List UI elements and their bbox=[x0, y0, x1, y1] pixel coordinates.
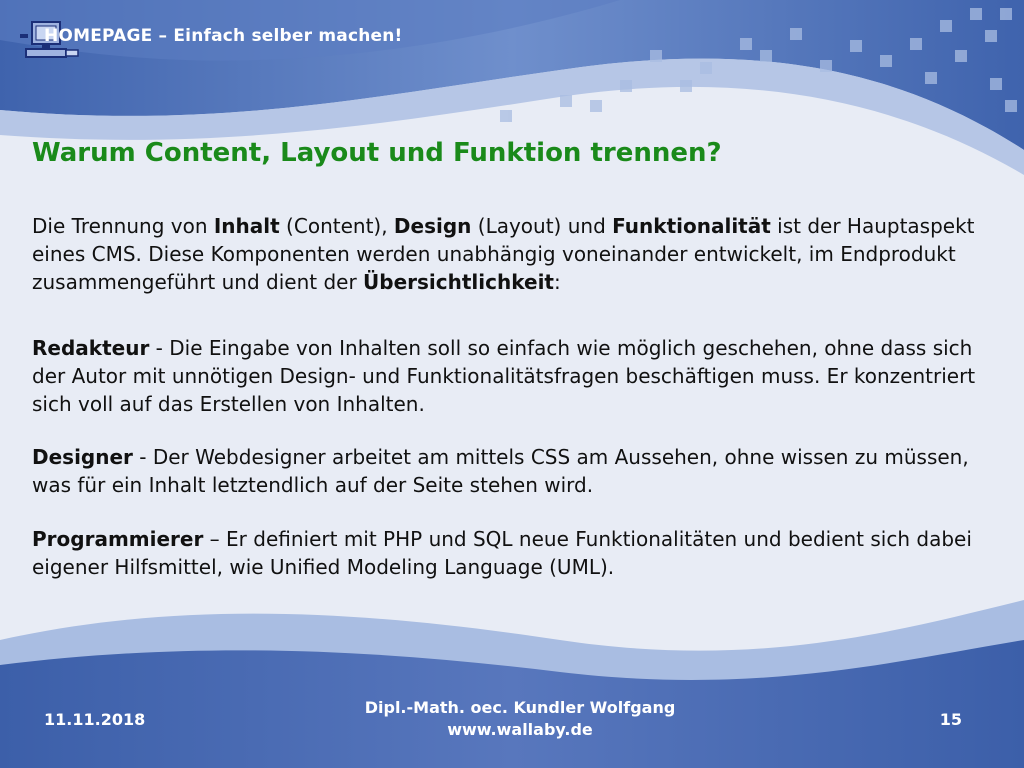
role-paragraph-programmierer bbox=[32, 525, 992, 581]
header-title: HOMEPAGE – Einfach selber machen! bbox=[44, 26, 403, 46]
role-text: – Er definiert mit PHP und SQL neue Funktionalitäten und bedient sich dabei eigener Hilfsmittel, wie Unified Modeling Language (UML). bbox=[32, 527, 972, 579]
role-name: Programmierer bbox=[32, 527, 204, 551]
role-paragraph-redakteur bbox=[32, 334, 992, 418]
slide-title: Warum Content, Layout und Funktion trennen? bbox=[32, 138, 722, 168]
footer-author: Dipl.-Math. oec. Kundler Wolfgang bbox=[364, 698, 676, 717]
footer-date: 11.11.2018 bbox=[44, 710, 146, 729]
footer-website: www.wallaby.de bbox=[447, 720, 593, 739]
page-number: 15 bbox=[939, 710, 962, 729]
role-name: Redakteur bbox=[32, 336, 150, 360]
role-paragraph-designer bbox=[32, 443, 992, 499]
intro-paragraph: Die Trennung von Inhalt (Content), Design (Layout) und Funktionalität ist der Hauptaspekt eines CMS. Diese Komponenten werden unabhängig voneinander entwickelt, im Endprodukt zusammengeführt und dient der Übersichtlichkeit: bbox=[32, 214, 975, 294]
footer-author-block bbox=[320, 697, 720, 741]
role-text: - Die Eingabe von Inhalten soll so einfach wie möglich geschehen, ohne dass sich der Autor mit unnötigen Design- und Funktionalitätsfragen beschäftigen muss. Er konzentriert sich voll auf das Erstellen von Inhalten. bbox=[32, 336, 976, 416]
role-name: Designer bbox=[32, 445, 133, 469]
role-text: - Der Webdesigner arbeitet am mittels CSS am Aussehen, ohne wissen zu müssen, was für ein Inhalt letztendlich auf der Seite stehen wird. bbox=[32, 445, 969, 497]
